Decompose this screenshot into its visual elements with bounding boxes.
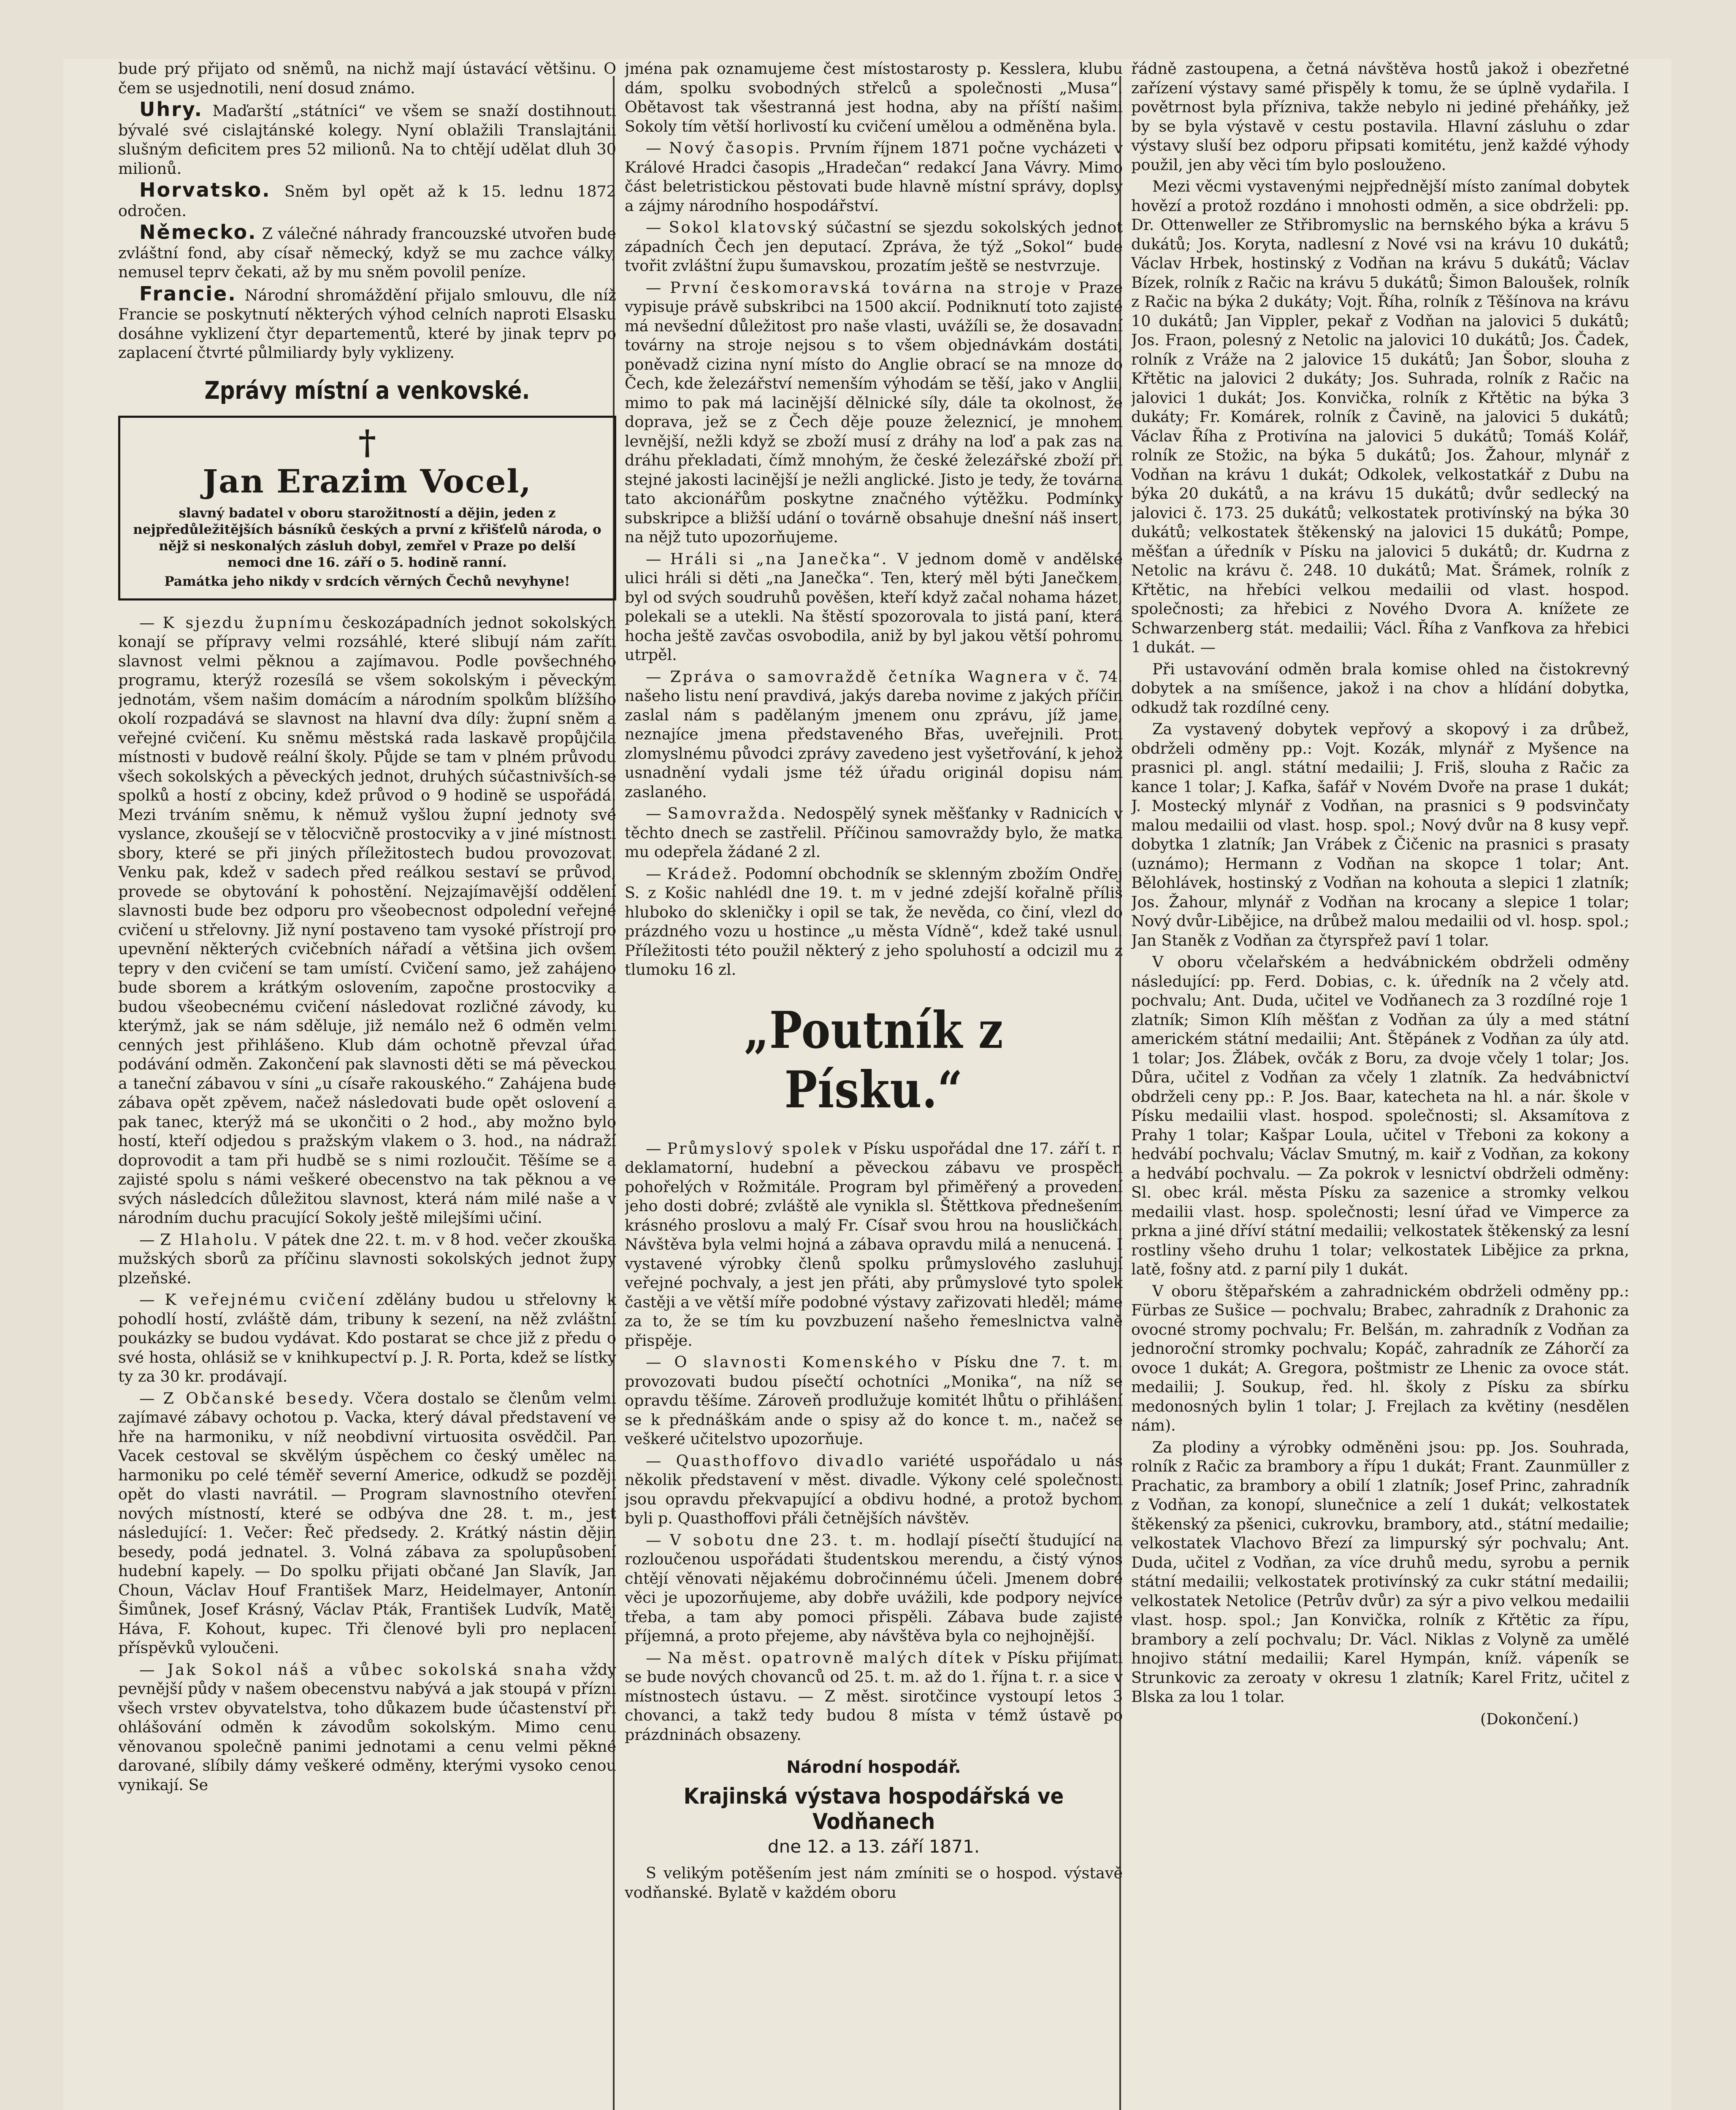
item-lead: Nový časopis. (669, 139, 802, 157)
foreign-news-horvatsko (118, 181, 616, 220)
newspaper-page (63, 59, 1671, 2110)
news-item: — Průmyslový spolek v Písku uspořádal dne 17. září t. r. deklamatorní, hudební a pěveckou zábavu ve prospěch pohořelých v Rožmitále. Program byl přiměřený a provedení jeho dosti dobré; zvláště ale vynikla sl. Štěttkova přednešením krásného proslovu a malý Fr. Císař svou hrou na housličkách. Návštěva byla velmi hojná a zábava opravdu milá a nenucená. I vystavené výrobky členů spolku průmyslového zasluhují veřejné pochvaly, a jest jen přáti, aby průmyslové tyto spolek častěji a ve větší míře podobné výstavy zařizovati hleděl; máme za to, že se tím ku povzbuzení našeho řemeslnictva valně přispěje. (625, 1139, 1123, 1350)
item-lead: Na měst. opatrovně malých dítek (667, 1648, 986, 1667)
paragraph: Za plodiny a výrobky odměněni jsou: pp. Jos. Souhrada, rolník z Račic za brambory a řípu 1 dukát; Frant. Zaunmüller z Prachatic, za brambory a obilí 1 zlatník; Josef Princ, zahradník z Vodňan, za konopí, slunečnice a zelí 1 dukát; velkostatek štěkenský za pšenici, cukrovku, brambory, atd., státní medailie; velkostatek Vlachovo Březí za limpurský sýr pochvalu; Ant. Duda, učitel z Vodňan, za více druhů medu, syrobu a pernik státní medailii; velkostatek protivínský za cukr státní medailii; velkostatek Netolice (Petrův dvůr) za sýr a pivo velkou medailii vlast. hosp. spol.; Jan Konvička, rolník z Křtětic za řípu, brambory a zelí pochvalu; Dr. Václ. Niklas z Volyně za umělé hnojivo státní medailii; Karel Hympán, kníž. vápeník se Strunkovic za zeroaty v okresu 1 zlatník; Karel Fritz, učitel z Blska za lou 1 tolar. (1131, 1438, 1629, 1706)
paragraph: Při ustavování odměn brala komise ohled na čistokrevný dobytek a na smíšence, jakož i na chov a hlídání dobytka, odkudž tak rozdílné ceny. (1131, 660, 1629, 717)
country-heading: Uhry. (139, 98, 203, 121)
item-lead: Hráli si „na Janečka“. (670, 549, 888, 568)
news-item: — Na měst. opatrovně malých dítek v Písku přijímati se bude nových chovanců od 25. t. m. až do 1. října t. r. a sice v místnostech ústavu. — Z měst. sirotčince vystoupí letos 3 chovanci, a takž tedy budou 8 místa v témž ústavě po prázdninách obsazeny. (625, 1648, 1123, 1744)
item-text: V jednom domě v andělské ulici hráli si děti „na Janečka“. Ten, který měl býti Janečkem, byl od svých soudruhů pověšen, kteří když začal nohama házet, polekali se a utekli. Na štěstí spozorovala to jistá paní, která hocha ještě zavčas osvobodila, aniž by byl jakou větší pohromu utrpěl. (625, 549, 1123, 664)
item-text: v Písku uspořádal dne 17. září t. r. deklamatorní, hudební a pěveckou zábavu ve prospěch pohořelých v Rožmitále. Program byl přiměřený a provedení jeho dosti dobré; zvláště ale vynikla sl. Štěttkova přednešením krásného proslovu a malý Fr. Císař svou hrou na housličkách. Návštěva byla velmi hojná a zábava opravdu milá a nenucená. I vystavené výrobky členů spolku průmyslového zasluhují veřejné pochvaly, a jest jen přáti, aby průmyslové tyto spolek častěji a ve větší míře podobné výstavy zařizovati hleděl; máme za to, že se tím ku povzbuzení našeho řemeslnictva valně přispěje. (625, 1139, 1123, 1350)
paragraph: Mezi věcmi vystavenými nejpřednější místo zanímal dobytek hovězí a protož rozdáno i mnohosti odměn, a sice obdrželi: pp. Dr. Ottenweller ze Střibromyslic na bernského býka a krávu 5 dukátů; Jos. Koryta, nadlesní z Nové vsi na krávu 10 dukátů; Václav Hrbek, hostinský z Vodňan na krávu 5 dukátů; Václav Bízek, rolník z Račic na krávu 5 dukátů; Šimon Baloušek, rolník z Račic na býka 2 dukáty; Vojt. Říha, rolník z Těšínova na krávu 10 dukátů; Jan Vippler, pekař z Vodňan na jalovici 5 dukátů; Jos. Fraon, polesný z Netolic na jalovici 10 dukátů; Jos. Čadek, rolník z Vráže na 2 jalovice 15 dukátů; Jan Šobor, slouha z Křtětic na jalovici 2 dukáty; Jos. Suhrada, rolník z Račic na jalovici 1 dukát; Jos. Konvička, rolník z Křtětic na býka 3 dukáty; Fr. Komárek, rolník z Čavině, na jalovici 5 dukátů; Václav Říha z Protivína na jalovici 5 dukátů; Tomáš Kolář, rolník ze Stožic, na býka 5 dukátů; Jos. Žahour, mlynář z Vodňan na krávu 1 dukát; Odkolek, velkostatkář z Dubu na býka 20 dukátů, a na krávu 15 dukátů; dvůr sedlecký na jalovici č. 173. 25 dukátů; velkostatek protivínský na býka 30 dukátů; velkostatek štěkenský na jalovici 15 dukátů; Pompe, měšťan a úředník v Písku na jalovici 5 dukátů; dr. Kudrna z Netolic na krávu č. 248. 10 dukátů; Mat. Šrámek, rolník z Křtětic, na hřebíci velkou medailii od vlast. hospod. společnosti; za hřebici z Nového Dvora A. knížete ze Schwarzenberg stát. medailii; Václ. Říha z Vanfkova za hřebici 1 dukát. — (1131, 177, 1629, 656)
foreign-news-francie (118, 284, 616, 362)
item-lead: K veřejnému cvičení (165, 1290, 366, 1309)
item-text: Podomní obchodník se sklenným zbožím Ondřej S. z Košic nahlédl dne 19. t. m v jedné zdejší kořalně příliš hluboko do skleničky i opil se tak, že nevěda, co činí, vlezl do prázdného vozu u hostince „u města Vídně“, kdež také usnul. Příležitosti této použil některý z jeho spoluhostí a odcizil mu z tlumoku 16 zl. (625, 864, 1123, 979)
item-text: súčastní se sjezdu sokolských jednot západních Čech jen deputací. Zpráva, že týž „Sokol“ bude tvořit zvláštní župu šumavskou, prozatím ještě se nestvrzuje. (625, 218, 1123, 275)
news-item: — V sobotu dne 23. t. m. hodlají písečtí študující na rozloučenou uspořádati študentskou merendu, a čistý výnos chtějí věnovati nějakému dobročinnému účeli. Jmenem dobré věci je upozorňujeme, aby dobře uvážili, kde podpory nejvíce třeba, a tam aby pomoci přispěli. Zábava bude zajisté příjemná, a proto přejeme, aby návštěva byla co nejhojnější. (625, 1531, 1123, 1645)
country-heading: Horvatsko. (139, 179, 271, 201)
item-text: hodlají písečtí študující na rozloučenou uspořádati študentskou merendu, a čistý výnos chtějí věnovati nějakému dobročinnému účeli. Jmenem dobré věci je upozorňujeme, aby dobře uvážili, kde podpory nejvíce třeba, a tam aby pomoci přispěli. Zábava bude zajisté příjemná, a proto přejeme, aby návštěva byla co nejhojnější. (625, 1531, 1123, 1645)
column-left (118, 59, 616, 2110)
item-lead: V sobotu dne 23. t. m. (669, 1531, 898, 1549)
news-item: — Hráli si „na Janečka“. V jednom domě v andělské ulici hráli si děti „na Janečka“. Ten, který měl býti Janečkem, byl od svých soudruhů pověšen, kteří když začal nohama házet, polekali se a utekli. Na štěstí spozorovala to jistá paní, která hocha ještě zavčas osvobodila, aniž by byl jakou větší pohromu utrpěl. (625, 549, 1123, 664)
paragraph: jména pak oznamujeme čest místostarosty p. Kesslera, klubu dám, spolku svobodných střelců a společnosti „Musa“. Obětavost tak všestranná jest hodna, aby na příští našimi Sokoly tím větší horlivostí ku cvičení umělou a odměněna byla. (625, 60, 1123, 135)
paragraph-text: Sněm byl opět až k 15. lednu 1872 odročen. (118, 182, 616, 220)
item-text: v Písku dne 7. t. m. provozovati budou písečtí ochotníci „Monika“, na níž se opravdu těšíme. Zároveň prodlužuje komitét lhůtu o přihlášení se k přednáškám ande o spisy až do konce t. m., načež se veškeré učitelstvo upozorňuje. (625, 1353, 1123, 1448)
paragraph-text: Maďarští „státníci“ ve všem se snaží dostihnouti bývalé své cislajtánské kolegy. Nyní oblažili Translajtánii slušným deficitem pres 52 milionů. Na to chtějí udělat dluh 30 milionů. (118, 102, 616, 178)
paragraph-text: Z válečné náhrady francouzské utvořen bude zvláštní fond, aby císař německý, když se mu zachce války, nemusel teprv čekati, až by mu sněm povolil peníze. (118, 225, 616, 281)
foreign-news-uhry (118, 100, 616, 178)
paragraph: Za vystavený dobytek vepřový a skopový i za drůbež, obdrželi odměny pp.: Vojt. Kozák, mlynář z Myšence na prasnici pl. angl. státní medailii; J. Friš, slouha z Račic za kance 1 tolar; J. Kafka, šafář v Novém Dvoře na prase 1 dukát; J. Mostecký mlynář z Vodňan, na prasnici s 9 podsvinčaty malou medailii od vlast. hosp. spol.; Nový dvůr na 8 kusy vepř. dobytka 1 zlatník; Jan Vrábek z Čičenic na prasnici s prasaty (uznámo); Hermann z Vodňan na skopce 1 tolar; Ant. Bělohlávek, hostinský z Vodňan na kohouta a slepici 1 zlatník; Jos. Žahour, mlynář z Vodňan na krocany a slepice 1 tolar; Nový dvůr-Libějice, na drůbež malou medailii od vl. hosp. spol.; Jan Staněk z Vodňan za čtyrspřež paví 1 tolar. (1131, 720, 1629, 950)
item-text: v č. 74. našeho listu není pravdivá, jakýs dareba novime z jakých příčin zaslal nám s padělaným jmenem onu zprávu, jíž jame, neznajíce jmena představeného Břas, uveřejnili. Proti zlomyslnému původci zprávy zavedeno jest vyšetřování, k jehož usnadnění vydali jsme též úřadu originál dopisu nám zaslaného. (625, 667, 1123, 801)
section-title: Zprávy místní a venkovské. (204, 376, 530, 405)
item-lead: Jak Sokol náš a vůbec sokolská snaha (167, 1660, 569, 1679)
news-item: — K veřejnému cvičení zdělány budou u střelovny k pohodlí hostí, zvláště dám, tribuny k sezení, na něž zvláštní poukázky se budou vydávat. Kdo postarat se chce již z předu o své hosta, ohlásiž se v knihkupectví p. J. R. Porta, kdež se lístky ty za 30 kr. prodávají. (118, 1290, 616, 1385)
column-right (1131, 59, 1629, 2110)
continuation-note: (Dokončení.) (1480, 1710, 1579, 1728)
item-lead: Zpráva o samovraždě četníka Wagnera (670, 667, 1049, 686)
section-title-economy: Národní hospodář. (786, 1758, 961, 1777)
item-text: v Praze vypisuje právě subskribci na 1500 akcií. Podniknutí toto zajisté má nevšední důležitost pro naše vlasti, uvážíli se, že dosavadní továrny na stroje nejsou s to všem objednávkám dostáti, poněvadž cizina nyní místo do Anglie obrací se na mnoze do Čech, kde železářství nemenším výhodám se těší, jako v Anglii, mimo to pak má lacinější dělnické síly, dále ta okolnost, že doprava, jež se z Čech děje pouze železnicí, je mnohem levnější, nežli když se zboží musí z dráhy na loď a pak zas na dráhu překladati, čímž mnohým, že české železářské zboží při stejné jakosti lacinější je nežli anglické. Jisto je tedy, že továrna tato akcionářům poskytne značného výtěžku. Podmínky subskripce a bližší udání o továrně obsahuje dnešní náš insert, na nějž tuto upozorňujeme. (625, 278, 1123, 546)
news-item: — Nový časopis. Prvním říjnem 1871 počne vycházeti v Králové Hradci časopis „Hradečan“ redakcí Jana Vávry. Mimo část beletristickou pěstovati bude hlavně místní správy, doplsy a zájmy národního hospodářství. (625, 139, 1123, 215)
paragraph-text: Národní shromáždění přijalo smlouvu, dle níž Francie se poskytnutí některých výhod celních naproti Elsasku dosáhne vyklizení čtyr departementů, které by jinak teprv po zaplacení čtvrté půlmiliardy byly vyklizeny. (118, 286, 616, 362)
cross-icon: † (358, 422, 376, 462)
news-item: — O slavnosti Komenského v Písku dne 7. t. m. provozovati budou písečtí ochotníci „Monika“, na níž se opravdu těšíme. Zároveň prodlužuje komitét lhůtu o přihlášení se k přednáškám ande o spisy až do konce t. m., načež se veškeré učitelstvo upozorňuje. (625, 1353, 1123, 1448)
item-lead: Z Občanské besedy. (163, 1389, 355, 1407)
item-lead: Quasthoffovo divadlo (676, 1451, 885, 1470)
item-lead: Z Hlaholu. (160, 1230, 260, 1249)
obituary-name: Jan Erazim Vocel, (203, 462, 532, 500)
obituary-box (118, 416, 616, 601)
news-item: — Sokol klatovský súčastní se sjezdu sokolských jednot západních Čech jen deputací. Zpráva, že týž „Sokol“ bude tvořit zvláštní župu šumavskou, prozatím ještě se nestvrzuje. (625, 218, 1123, 275)
news-item: — Quasthoffovo divadlo variété uspořádalo u nás několik představení v měst. divadle. Výkony celé společnosti jsou opravdu překvapující a obdivu hodné, a protož bychom byli p. Quasthoffovi přáli četnějších návštěv. (625, 1451, 1123, 1527)
news-item: — K sjezdu župnímu českozápadních jednot sokolských konají se přípravy velmi rozsáhlé, které slibují nám zaříti slavnost velmi pěknou a zajímavou. Podle povšechného programu, kterýž rozesílá se všem sokolským i pěveckým jednotám, všem našim domácím a národním spolkům blížšího okolí rozpadává se slavnost na hlavní dva díly: župní sněm a veřejné cvičení. Ku sněmu městská rada laskavě propůjčila místnosti v budově reální školy. Půjde se tam v plném průvodu všech sokolských a pěveckých jednot, druhých súčastnivších-se spolků a hostí z obciny, kdež průvod o 9 hodině se uspořádá. Mezi trváním sněmu, k němuž vyšlou župní jednoty své vyslance, zkoušejí se v tělocvičně prostocviky a v jiné místnosti sbory, které se při jiných příležitostech budou provozovat. Venku pak, kdež v sadech před reálkou sestaví se průvod, provede se obytování k pohostění. Nejzajímavější oddělení slavnosti bude bez odporu pro všeobecnost odpolední veřejné cvičení u střelovny. Již nyní postaveno tam vysoké přístrojí pro upevnění některých cvičebních nářadí a většina jich ovšem tepry v den cvičení se tam umístí. Cvičení samo, jež zahájeno bude sborem a krátkým oslovením, započne prostocviky a budou všeobecnému cvičení následovat rozličné závody, ku kterýmž, jak se nám sděluje, již nemálo než 6 odměn velmi cenných jest přihlášeno. Klub dám ochotně převzal úřad podávání odměn. Zakončení pak slavnosti děti se má pěveckou a taneční zábavou v síni „u císaře rakouského.“ Zahájena bude zábava opět zpěvem, načež následovati bude opět oslovení a pak tanec, kterýž má se ukončiti o 2 hod., aby možno bylo hostí, kteří odjedou s pražským vlakem o 3. hod., na nádraží doprovodit a tam při hudbě se s nimi rozloučit. Těšíme se a zajisté spolu s námi veškeré obecenstvo na tak pěknou a ve svých následcích důležitou slavnost, která nám milé naše a v národním duchu pracující Sokoly ještě milejšími učiní. (118, 613, 616, 1227)
news-item: — Krádež. Podomní obchodník se sklenným zbožím Ondřej S. z Košic nahlédl dne 19. t. m v jedné zdejší kořalně příliš hluboko do skleničky i opil se tak, že nevěda, co činí, vlezl do prázdného vozu u hostince „u města Vídně“, kdež také usnul. Příležitosti této použil některý z jeho spoluhostí a odcizil mu z tlumoku 16 zl. (625, 864, 1123, 979)
item-lead: Průmyslový spolek (667, 1139, 843, 1158)
news-item: — Z Občanské besedy. Včera dostalo se členům velmi zajímavé zábavy ochotou p. Vacka, který dával představení ve hře na harmoniku, v níž neobdivní virtuosita osvědčil. Pan Vacek cestoval se skvělým úspěchem co český umělec na harmoniku po celé téměř severní Americe, odkudž se později opět do vlasti navrátil. — Program slavnostního otevření nových místností, které se odbýva dne 28. t. m., jest následující: 1. Večer: Řeč předsedy. 2. Krátký nástin dějin besedy, podá jednatel. 3. Volná zábava za spolupůsobení hudební kapely. — Do spolku přijati občané Jan Slavík, Jan Choun, Václav Houf František Marz, Heidelmayer, Antonín Šimůnek, Josef Krásný, Václav Pták, František Ludvík, Matěj Háva, F. Kohout, kupec. Tři členové byli pro neplacení příspěvků vyloučeni. (118, 1389, 616, 1657)
exhibition-date: dne 12. a 13. září 1871. (767, 1836, 980, 1857)
item-text: V pátek dne 22. t. m. v 8 hod. večer zkouška mužských sborů za příčinu slavnosti sokolských jednot župy plzeňské. (118, 1230, 616, 1287)
news-item: — Samovražda. Nedospělý synek měšťanky v Radnicích v těchto dnech se zastřelil. Příčinou samovraždy bylo, že matka mu odepřela žádané 2 zl. (625, 804, 1123, 861)
item-text: zdělány budou u střelovny k pohodlí hostí, zvláště dám, tribuny k sezení, na něž zvláštní poukázky se budou vydávat. Kdo postarat se chce již z předu o své hosta, ohlásiž se v knihkupectví p. J. R. Porta, kdež se lístky ty za 30 kr. prodávají. (118, 1290, 616, 1385)
exhibition-title: Krajinská výstava hospodářská ve Vodňanech (683, 1784, 1064, 1834)
item-lead: O slavnosti Komenského (674, 1353, 919, 1371)
item-text: Nedospělý synek měšťanky v Radnicích v těchto dnech se zastřelil. Příčinou samovraždy bylo, že matka mu odepřela žádané 2 zl. (625, 804, 1123, 861)
paragraph: V oboru štěpařském a zahradnickém obdrželi odměny pp.: Fürbas ze Sušice — pochvalu; Brabec, zahradník z Drahonic za ovocné stromy pochvalu; Fr. Belšán, m. zahradník z Vodňan za jednoroční stromky pochvalu; Kopáč, zahradník ze Záhorčí za ovoce 1 dukát; A. Gregora, poštmistr ze Lhenic za ovoce stát. medailii; J. Soukup, řed. hl. školy z Písku za sbírku medonosných bylin 1 tolar; J. Frejlach za květiny (nesdělen nám). (1131, 1282, 1629, 1434)
paragraph: V oboru včelařském a hedvábnickém obdrželi odměny následující: pp. Ferd. Dobias, c. k. úředník na 2 včely atd. pochvalu; Ant. Duda, učitel ve Vodňanech za 3 rozdílné roje 1 zlatník; Simon Klíh měšťan z Vodňan za úly a med státní americkém státní medailii; Ant. Štěpánek z Vodňan za úly atd. 1 tolar; Jos. Žlábek, ovčák z Boru, za dvoje včely 1 tolar; Jos. Důra, učitel z Vodňan za včely 1 zlatník. Za hedvábnictví obdrželi ceny pp.: P. Jos. Baar, katecheta na hl. a nár. škole v Písku medailii vlast. hospod. společnosti; sl. Aksamítova z Prahy 1 tolar; Kašpar Loula, učitel v Třeboni za kokony a hedvábí pochvalu; Václav Smutný, m. kaiř z Vodňan, za kokony a hedvábí pochvalu. — Za pokrok v lesnictví obdrželi odměny: Sl. obec král. města Písku za sazenice a stromky velkou medailii vlast. hosp. společnosti; lesní úřad ve Vimperce za prkna a jiné dříví státní medailii; velkostatek štěkenský za lesní rostliny všeho druhu 1 tolar; velkostatek Libějice za prkna, latě, fošny atd. z parní pily 1 dukát. (1131, 953, 1629, 1278)
item-text: variété uspořádalo u nás několik představení v měst. divadle. Výkony celé společnosti jsou opravdu překvapující a obdivu hodné, a protož bychom byli p. Quasthoffovi přáli četnějších návštěv. (625, 1451, 1123, 1527)
item-lead: Samovražda. (667, 804, 787, 822)
paragraph: řádně zastoupena, a četná návštěva hostů jakož i obezřetné zařízení výstavy samé přispěly k tomu, že se úplně vydařila. I povětrnost byla přízniva, takže nebylo ni jediné přeháňky, jež by se byla výstavě v cestu postavila. Hlavní zásluhu o zdar výstavy sluší bez odporu připsati komitétu, jenž každé výhody použil, jen aby věci tím bylo poslouženo. (1131, 60, 1629, 174)
country-heading: Francie. (139, 282, 237, 305)
news-item: — Zpráva o samovraždě četníka Wagnera v č. 74. našeho listu není pravdivá, jakýs dareba novime z jakých příčin zaslal nám s padělaným jmenem onu zprávu, jíž jame, neznajíce jmena představeného Břas, uveřejnili. Proti zlomyslnému původci zprávy zavedeno jest vyšetřování, k jehož usnadnění vydali jsme též úřadu originál dopisu nám zaslaného. (625, 667, 1123, 801)
item-text: Včera dostalo se členům velmi zajímavé zábavy ochotou p. Vacka, který dával představení ve hře na harmoniku, v níž neobdivní virtuosita osvědčil. Pan Vacek cestoval se skvělým úspěchem co český umělec na harmoniku po celé téměř severní Americe, odkudž se později opět do vlasti navrátil. — Program slavnostního otevření nových místností, které se odbýva dne 28. t. m., jest následující: 1. Večer: Řeč předsedy. 2. Krátký nástin dějin besedy, podá jednatel. 3. Volná zábava za spolupůsobení hudební kapely. — Do spolku přijati občané Jan Slavík, Jan Choun, Václav Houf František Marz, Heidelmayer, Antonín Šimůnek, Josef Krásný, Václav Pták, František Ludvík, Matěj Háva, F. Kohout, kupec. Tři členové byli pro neplacení příspěvků vyloučeni. (118, 1389, 616, 1657)
news-item: — Z Hlaholu. V pátek dne 22. t. m. v 8 hod. večer zkouška mužských sborů za příčinu slavnosti sokolských jednot župy plzeňské. (118, 1230, 616, 1287)
paragraph: bude prý přijato od sněmů, na nichž mají ústavácí většinu. O čem se usjednotili, není dosud známo. (118, 60, 616, 97)
news-item: — Jak Sokol náš a vůbec sokolská snaha vždy pevnější půdy v našem obecenstvu nabývá a jak stoupá v přízni všech vrstev obyvatelstva, toho důkazem bude účastenství při ohlášování odměn k závodům sokolským. Mimo cenu věnovanou společně panimi jednotami a cenu velmi pěkné darované, slíbily dámy veškeré odměny, kterými vysoko cenou vynikají. Se (118, 1660, 616, 1794)
item-text: vždy pevnější půdy v našem obecenstvu nabývá a jak stoupá v přízni všech vrstev obyvatelstva, toho důkazem bude účastenství při ohlášování odměn k závodům sokolským. Mimo cenu věnovanou společně panimi jednotami a cenu velmi pěkné darované, slíbily dámy veškeré odměny, kterými vysoko cenou vynikají. Se (118, 1660, 616, 1794)
item-text: českozápadních jednot sokolských konají se přípravy velmi rozsáhlé, které slibují nám zaříti slavnost velmi pěknou a zajímavou. Podle povšechného programu, kterýž rozesílá se všem sokolským i pěveckým jednotám, všem našim domácím a národním spolkům blížšího okolí rozpadává se slavnost na hlavní dva díly: župní sněm a veřejné cvičení. Ku sněmu městská rada laskavě propůjčila místnosti v budově reální školy. Půjde se tam v plném průvodu všech sokolských a pěveckých jednot, druhých súčastnivších-se spolků a hostí z obciny, kdež průvod o 9 hodině se uspořádá. Mezi trváním sněmu, k němuž vyšlou župní jednoty své vyslance, zkoušejí se v tělocvičně prostocviky a v jiné místnosti sbory, které se při jiných příležitostech budou provozovat. Venku pak, kdež v sadech před reálkou sestaví se průvod, provede se obytování k pohostění. Nejzajímavější oddělení slavnosti bude bez odporu pro všeobecnost odpolední veřejné cvičení u střelovny. Již nyní postaveno tam vysoké přístrojí pro upevnění některých cvičebních nářadí a většina jich ovšem tepry v den cvičení se tam umístí. Cvičení samo, jež zahájeno bude sborem a krátkým oslovením, započne prostocviky a budou všeobecnému cvičení následovat rozličné závody, ku kterýmž, jak se nám sděluje, již nemálo než 6 odměn velmi cenných jest přihlášeno. Klub dám ochotně převzal úřad podávání odměn. Zakončení pak slavnosti děti se má pěveckou a taneční zábavou v síni „u císaře rakouského.“ Zahájena bude zábava opět zpěvem, načež následovati bude opět oslovení a pak tanec, kterýž má se ukončiti o 2 hod., aby možno bylo hostí, kteří odjedou s pražským vlakem o 3. hod., na nádraží doprovodit a tam při hudbě se s nimi rozloučit. Těšíme se a zajisté spolu s námi veškeré obecenstvo na tak pěknou a ve svých následcích důležitou slavnost, která nám milé naše a v národním duchu pracující Sokoly ještě milejšími učiní. (118, 613, 616, 1227)
news-item: — První českomoravská továrna na stroje v Praze vypisuje právě subskribci na 1500 akcií. Podniknutí toto zajisté má nevšední důležitost pro naše vlasti, uvážíli se, že dosavadní továrny na stroje nejsou s to všem objednávkám dostáti, poněvadž cizina nyní místo do Anglie obrací se na mnoze do Čech, kde železářství nemenším výhodám se těší, jako v Anglii, mimo to pak má lacinější dělnické síly, dále ta okolnost, že doprava, jež se z Čech děje pouze železnicí, je mnohem levnější, nežli když se zboží musí z dráhy na loď a pak zas na dráhu překladati, čímž mnohým, že české železářské zboží při stejné jakosti lacinější je nežli anglické. Jisto je tedy, že továrna tato akcionářům poskytne značného výtěžku. Podmínky subskripce a bližší udání o továrně obsahuje dnešní náš insert, na nějž tuto upozorňujeme. (625, 278, 1123, 546)
obituary-text: slavný badatel v oboru starožitností a dějin, jeden z nejpředůležitějších básníků českých a první z křišťelů národa, o nějž si neskonalých zásluh dobyl, zemřel v Praze po delší nemoci dne 16. září o 5. hodině ranní. (133, 505, 601, 570)
item-lead: Krádež. (667, 864, 739, 883)
item-lead: První českomoravská továrna na stroje (670, 278, 1053, 297)
column-middle (625, 59, 1123, 2110)
item-lead: K sjezdu župnímu (162, 613, 334, 632)
item-text: v Písku přijímati se bude nových chovanců od 25. t. m. až do 1. října t. r. a sice v místnostech ústavu. — Z měst. sirotčince vystoupí letos 3 chovanci, a takž tedy budou 8 místa v témž ústavě po prázdninách obsazeny. (625, 1648, 1123, 1744)
item-lead: Sokol klatovský (669, 218, 819, 236)
paragraph: S velikým potěšením jest nám zmíniti se o hospod. výstavě vodňanské. Bylatě v každém oboru (625, 1864, 1123, 1902)
item-text: Prvním říjnem 1871 počne vycházeti v Králové Hradci časopis „Hradečan“ redakcí Jana Vávry. Mimo část beletristickou pěstovati bude hlavně místní správy, doplsy a zájmy národního hospodářství. (625, 139, 1123, 215)
masthead-title: „Poutník z Písku.“ (744, 1000, 1004, 1120)
country-heading: Německo. (139, 221, 257, 243)
foreign-news-nemecko (118, 223, 616, 282)
obituary-motto: Památka jeho nikdy v srdcích věrných Čechů nevyhyne! (164, 573, 570, 589)
